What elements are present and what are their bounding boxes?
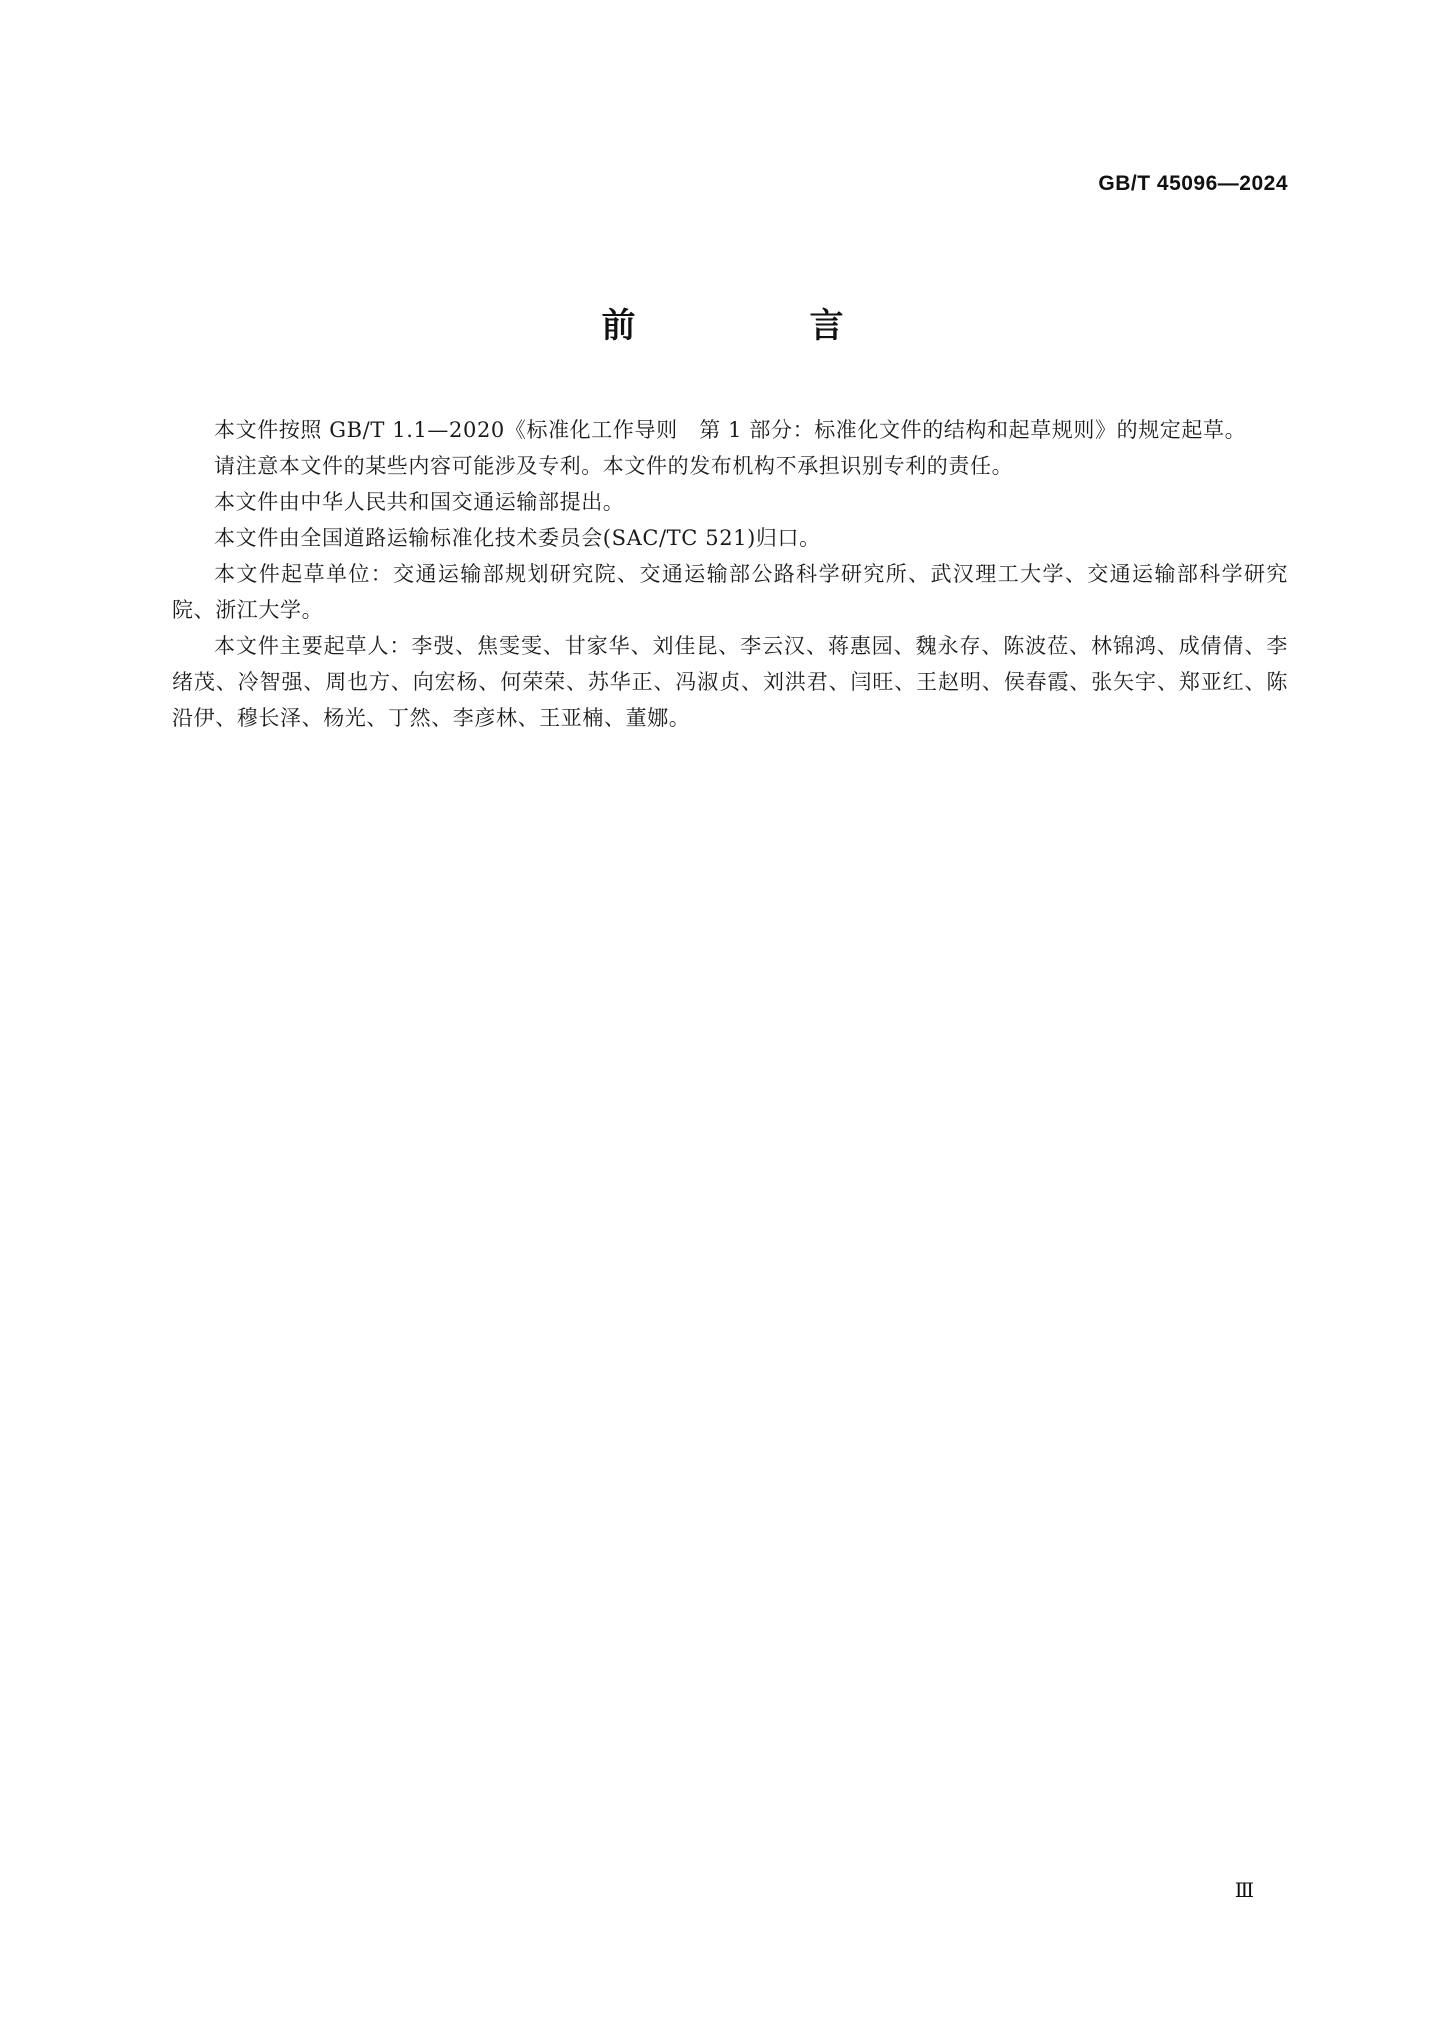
standard-number: GB/T 45096—2024 bbox=[1098, 172, 1288, 195]
paragraph-drafting-basis: 本文件按照 GB/T 1.1—2020《标准化工作导则 第 1 部分：标准化文件的结构和起草规则》的规定起草。 bbox=[214, 418, 1247, 442]
paragraph-drafters: 本文件主要起草人：李弢、焦雯雯、甘家华、刘佳昆、李云汉、蒋惠园、魏永存、陈波莅、林锦鸿、成倩倩、李绪茂、冷智强、周也方、向宏杨、何荣荣、苏华正、冯淑贞、刘洪君、闫旺、王赵明、侯春霞、张矢宇、郑亚红、陈沿伊、穆长泽、杨光、丁然、李彦林、王亚楠、董娜。 bbox=[172, 634, 1288, 730]
page-title: 前 言 bbox=[601, 306, 914, 346]
preface-body bbox=[172, 412, 1288, 736]
page-number: Ⅲ bbox=[1234, 1878, 1254, 1902]
paragraph-patent-notice: 请注意本文件的某些内容可能涉及专利。本文件的发布机构不承担识别专利的责任。 bbox=[214, 454, 1014, 478]
paragraph-administering-committee: 本文件由全国道路运输标准化技术委员会(SAC/TC 521)归口。 bbox=[214, 526, 821, 550]
paragraph-drafting-organizations: 本文件起草单位：交通运输部规划研究院、交通运输部公路科学研究所、武汉理工大学、交通运输部科学研究院、浙江大学。 bbox=[172, 562, 1288, 622]
paragraph-proposer: 本文件由中华人民共和国交通运输部提出。 bbox=[214, 490, 625, 514]
